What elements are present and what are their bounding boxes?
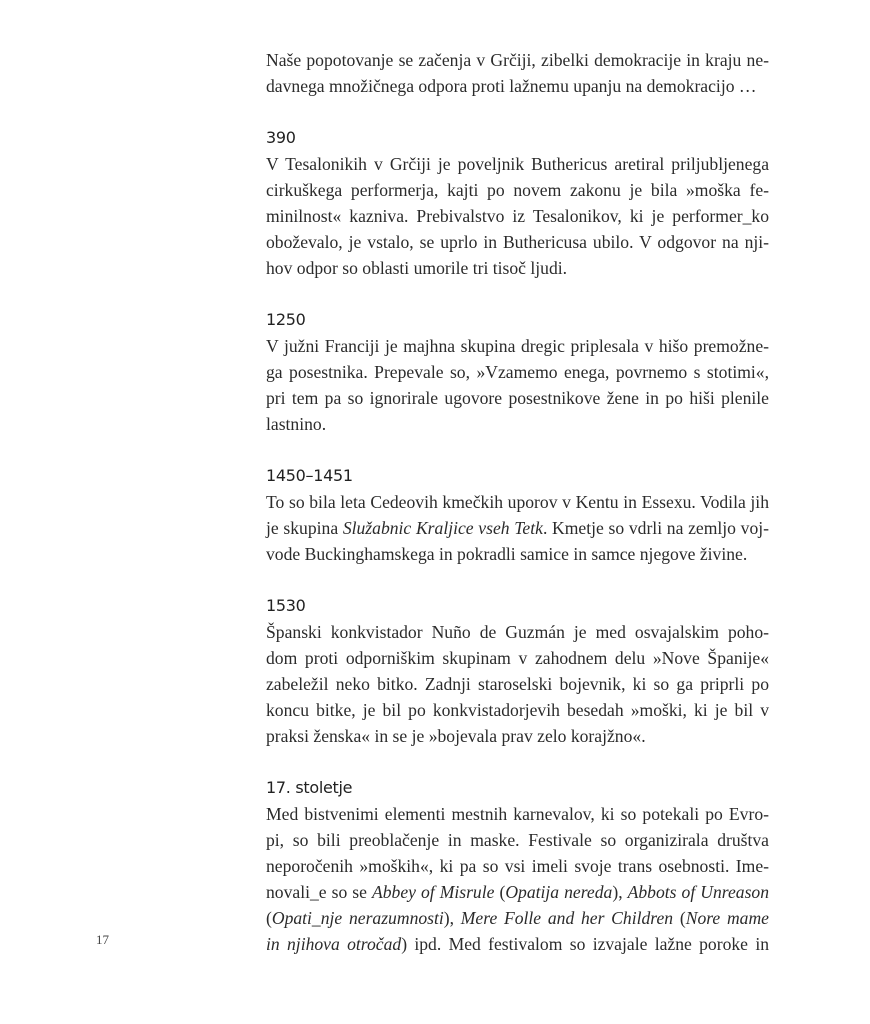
text-line: V južni Franciji je majhna skupina dregic priplesala v hišo premožne- bbox=[266, 336, 769, 356]
text-line: in njihova otročad) ipd. Med festivalom so izvajale lažne poroke in bbox=[266, 934, 769, 954]
text-line: novali_e so se Abbey of Misrule (Opatija nereda), Abbots of Unreason bbox=[266, 882, 770, 902]
italic-title: Opati_nje nerazumnosti bbox=[271, 908, 444, 928]
text-line: je skupina Služabnic Kraljice vseh Tetk. Kmetje so vdrli na zemljo voj- bbox=[266, 518, 769, 538]
text-line: vode Buckinghamskega in pokradli samice in samce njegove živine. bbox=[266, 544, 748, 564]
timeline-entry bbox=[266, 593, 769, 749]
italic-title: Služabnic Kraljice vseh Tetk bbox=[342, 518, 543, 538]
timeline-entry bbox=[266, 125, 769, 281]
text-line: davnega množičnega odpora proti lažnemu upanju na demokracijo … bbox=[266, 76, 757, 96]
entry-date-heading: 1530 bbox=[266, 596, 306, 615]
section-gap bbox=[266, 567, 769, 593]
text-line: Naše popotovanje se začenja v Grčiji, zibelki demokracije in kraju ne- bbox=[266, 50, 769, 70]
entry-body bbox=[266, 333, 769, 437]
text-line: minilnost« kazniva. Prebivalstvo iz Tesalonikov, ki je performer_ko bbox=[266, 206, 769, 226]
text-line: ga posestnika. Prepevale so, »Vzamemo enega, povrnemo s stotimi«, bbox=[266, 362, 769, 382]
text-line: cirkuškega performerja, kajti po novem zakonu je bila »moška fe- bbox=[266, 180, 769, 200]
entry-date-heading: 390 bbox=[266, 128, 296, 147]
text-line: neporočenih »moških«, ki pa so vsi imeli svoje trans osebnosti. Ime- bbox=[266, 856, 769, 876]
section-gap bbox=[266, 99, 769, 125]
text-line: pi, so bili preoblačenje in maske. Festivale so organizirala društva bbox=[266, 830, 769, 850]
text-line: lastnino. bbox=[266, 414, 327, 434]
entry-body bbox=[266, 801, 769, 957]
text-line: pri tem pa so ignorirale ugovore posestnikove žene in po hiši plenile bbox=[266, 388, 769, 408]
text-line: praksi ženska« in se je »bojevala prav zelo korajžno«. bbox=[266, 726, 646, 746]
entry-date-heading: 1450–1451 bbox=[266, 466, 353, 485]
italic-title: Nore mame bbox=[685, 908, 769, 928]
text-line: oboževalo, je vstalo, se uprlo in Buthericusa ubilo. V odgovor na nji- bbox=[266, 232, 769, 252]
text-line: hov odpor so oblasti umorile tri tisoč ljudi. bbox=[266, 258, 568, 278]
section-gap bbox=[266, 749, 769, 775]
italic-title: Abbey of Misrule bbox=[371, 882, 495, 902]
text-line: Španski konkvistador Nuño de Guzmán je med osvajalskim poho- bbox=[266, 622, 769, 642]
entry-body bbox=[266, 489, 769, 567]
italic-title: Mere Folle and her Children bbox=[460, 908, 674, 928]
text-line: dom proti odporniškim skupinam v zahodnem delu »Nove Španije« bbox=[266, 648, 769, 668]
timeline-entry bbox=[266, 463, 769, 567]
section-gap bbox=[266, 281, 769, 307]
text-line: (Opati_nje nerazumnosti), Mere Folle and her Children (Nore mame bbox=[266, 908, 769, 928]
text-line: V Tesalonikih v Grčiji je poveljnik Buthericus aretiral priljubljenega bbox=[266, 154, 769, 174]
text-line: koncu bitke, je bil po konkvistadorjevih besedah »moški, ki je bil v bbox=[266, 700, 769, 720]
entry-date-heading: 17. stoletje bbox=[266, 778, 353, 797]
section-gap bbox=[266, 437, 769, 463]
entry-body bbox=[266, 151, 769, 281]
intro-paragraph bbox=[266, 47, 769, 99]
page-number: 17 bbox=[96, 932, 109, 947]
text-line: To so bila leta Cedeovih kmečkih uporov v Kentu in Essexu. Vodila jih bbox=[266, 492, 769, 512]
text-column bbox=[266, 47, 769, 957]
entry-body bbox=[266, 619, 769, 749]
italic-title: in njihova otročad bbox=[266, 934, 402, 954]
timeline-entry bbox=[266, 307, 769, 437]
italic-title: Opatija nereda bbox=[505, 882, 613, 902]
entry-date-heading: 1250 bbox=[266, 310, 306, 329]
italic-title: Abbots of Unreason bbox=[627, 882, 770, 902]
text-line: Med bistvenimi elementi mestnih karnevalov, ki so potekali po Evro- bbox=[266, 804, 769, 824]
timeline-entry bbox=[266, 775, 769, 957]
timeline-sections bbox=[266, 99, 769, 957]
text-line: zabeležil neko bitko. Zadnji staroselski bojevnik, ki so ga priprli po bbox=[266, 674, 769, 694]
